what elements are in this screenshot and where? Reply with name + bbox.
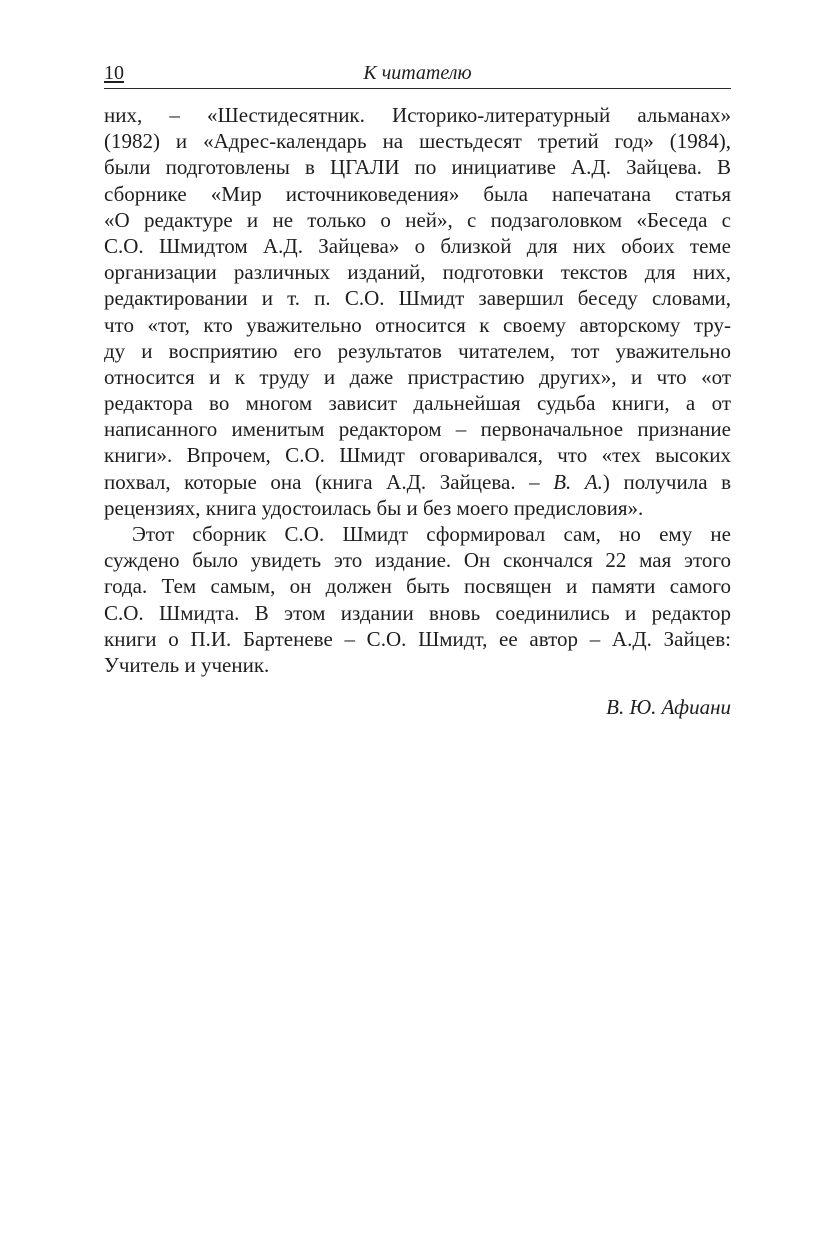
- text-line-with-italic: [104, 469, 731, 495]
- text-line: редактора во многом зависит дальнейшая судьба книги, а от: [104, 391, 731, 416]
- page-header: [104, 58, 731, 89]
- text-line: (1982) и «Адрес-календарь на шестьдесят третий год» (1984),: [104, 129, 731, 154]
- text-line: С.О. Шмидтом А.Д. Зайцева» о близкой для них обоих теме: [104, 233, 731, 258]
- text-line: С.О. Шмидта. В этом издании вновь соединились и редактор: [104, 600, 731, 625]
- text-line: редактировании и т. п. С.О. Шмидт завершил беседу словами,: [104, 286, 731, 311]
- text-line-indented: Этот сборник С.О. Шмидт сформировал сам, но ему не: [132, 522, 731, 546]
- text-line-last: рецензиях, книга удостоилась бы и без моего предисловия».: [104, 495, 644, 520]
- italic-initials: В. А.: [553, 469, 603, 494]
- paragraph-1: [104, 102, 731, 521]
- text-line: суждено было увидеть это издание. Он скончался 22 мая этого: [104, 548, 731, 573]
- author-signature: В. Ю. Афиани: [606, 695, 731, 719]
- text-segment: похвал, которые она (книга А.Д. Зайцева. –: [104, 469, 554, 494]
- text-line: организации различных изданий, подготовки текстов для них,: [104, 260, 731, 285]
- text-line: них, – «Шестидесятник. Историко-литературный альманах»: [104, 103, 731, 127]
- running-title: К читателю: [363, 62, 472, 84]
- text-line: сборнике «Мир источниковедения» была напечатана статья: [104, 181, 731, 206]
- text-line: года. Тем самым, он должен быть посвящен и памяти самого: [104, 574, 731, 599]
- text-line: написанного именитым редактором – первоначальное признание: [104, 417, 731, 442]
- text-line: что «тот, кто уважительно относится к своему авторскому тру-: [104, 312, 731, 337]
- text-line: «О редактуре и не только о ней», с подзаголовком «Беседа с: [104, 207, 731, 232]
- text-line: ду и восприятию его результатов читателем, тот уважительно: [104, 338, 731, 363]
- text-line: были подготовлены в ЦГАЛИ по инициативе А.Д. Зайцева. В: [104, 155, 731, 180]
- body-text: [104, 102, 731, 678]
- text-line-last: Учитель и ученик.: [104, 652, 270, 677]
- paragraph-2: [104, 521, 731, 678]
- text-line: книги о П.И. Бартеневе – С.О. Шмидт, ее автор – А.Д. Зайцев:: [104, 626, 731, 651]
- text-line: относится и к труду и даже пристрастию других», и что «от: [104, 364, 731, 389]
- text-line: книги». Впрочем, С.О. Шмидт оговаривался, что «тех высоких: [104, 443, 731, 468]
- text-segment: ) получила в: [602, 469, 731, 494]
- page-number: 10: [104, 62, 124, 84]
